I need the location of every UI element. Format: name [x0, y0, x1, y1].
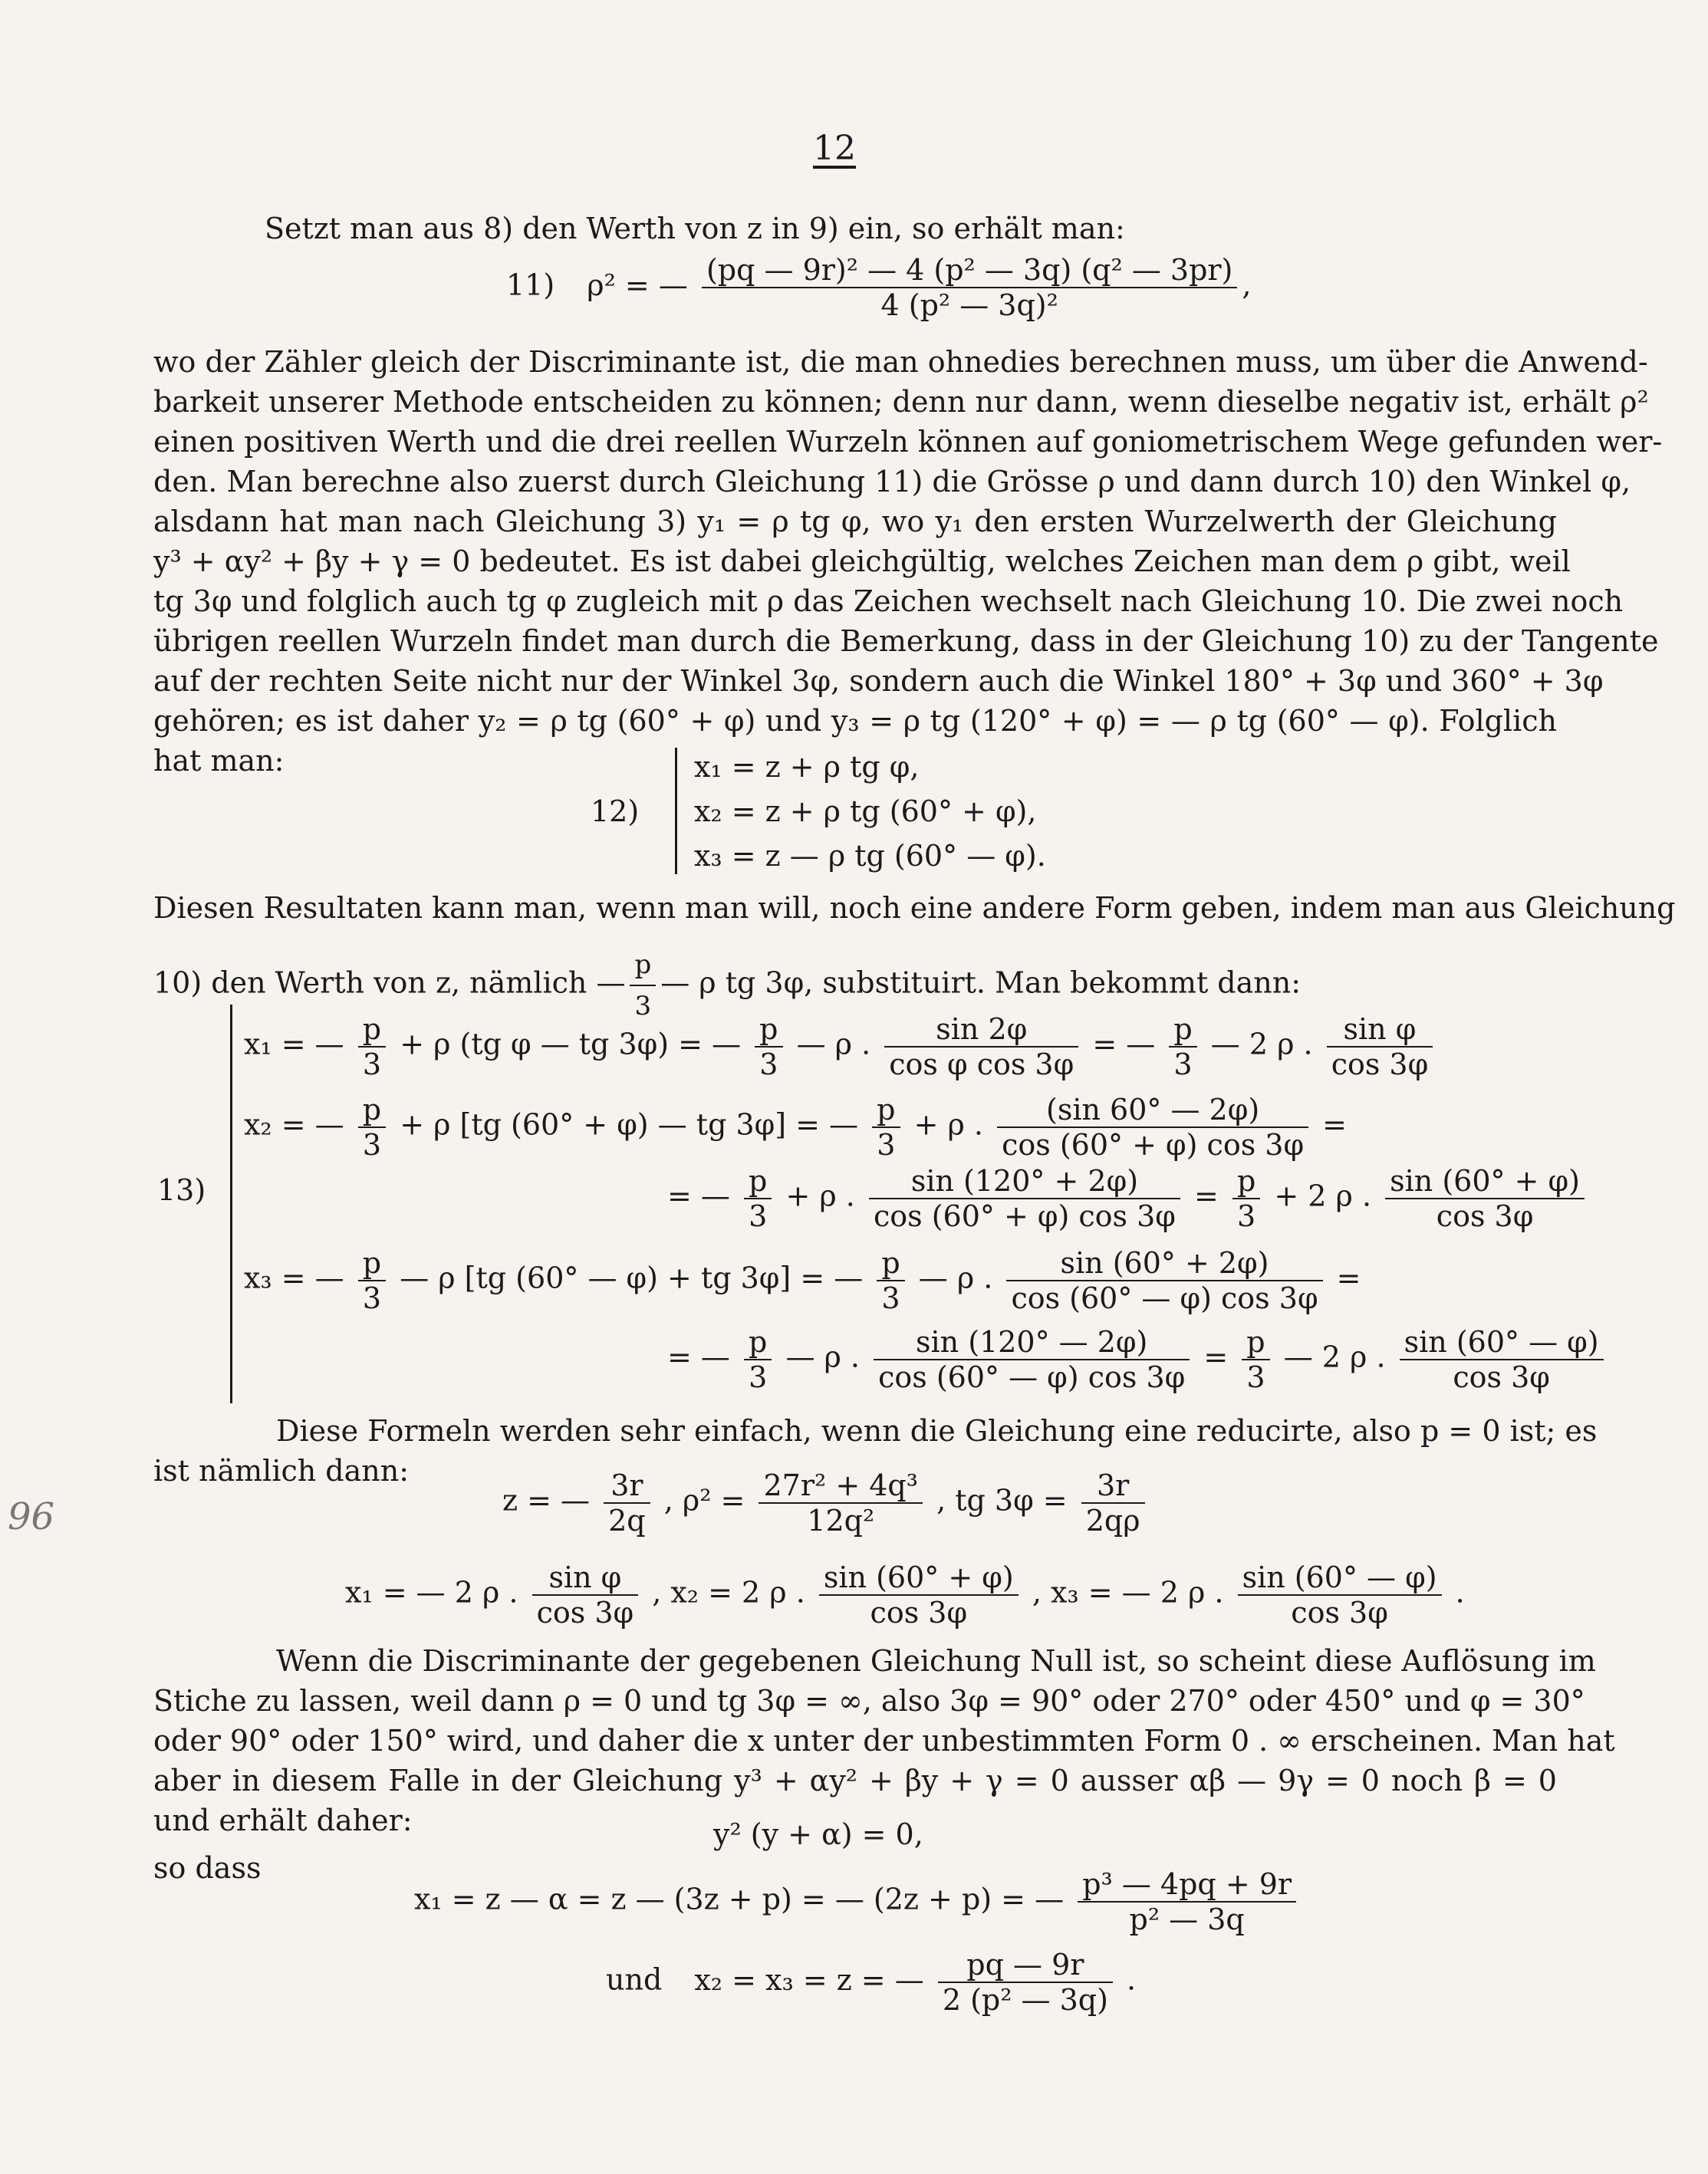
math-text: + ρ . [913, 1107, 984, 1142]
brace [230, 1005, 232, 1403]
equation-12-line: x₂ = z + ρ tg (60° + φ), [694, 794, 1037, 828]
fraction-denominator: 3 [362, 1048, 382, 1081]
fraction [938, 1948, 1113, 2017]
fraction-numerator: (sin 60° — 2φ) [997, 1093, 1308, 1128]
math-text: + ρ [tg (60° + φ) — tg 3φ] = — [400, 1107, 859, 1142]
fraction [1081, 1469, 1145, 1538]
fraction [1169, 1012, 1196, 1081]
math-text: x₂ = — [244, 1107, 344, 1142]
math-text: + 2 ρ . [1274, 1179, 1372, 1213]
fraction-denominator: cos 3φ [1331, 1048, 1429, 1081]
fraction-numerator: p³ — 4pq + 9r [1078, 1867, 1296, 1903]
fraction [358, 1012, 386, 1081]
fraction [1238, 1561, 1442, 1630]
math-text: , x₂ = 2 ρ . [652, 1575, 805, 1610]
fraction [744, 1164, 772, 1233]
fraction-denominator: 3 [749, 1199, 768, 1233]
paragraph-line: y³ + αy² + βy + γ = 0 bedeutet. Es ist dabei gleichgültig, welches Zeichen man dem ρ gibt, weil [153, 544, 1571, 578]
fraction-numerator: sin (60° + 2φ) [1006, 1246, 1322, 1281]
equation-13-x2 [244, 1093, 1347, 1162]
math-text: — ρ [tg (60° — φ) + tg 3φ] = — [400, 1261, 864, 1295]
equation-13-x2-continued [667, 1164, 1589, 1233]
fraction-denominator: 3 [877, 1128, 896, 1162]
fraction [1242, 1325, 1269, 1394]
final-x1 [414, 1867, 1301, 1936]
fraction-numerator: sin (120° — 2φ) [874, 1325, 1190, 1360]
fraction-numerator: p [755, 1012, 782, 1048]
fraction-denominator: cos (60° + φ) cos 3φ [873, 1199, 1176, 1233]
fraction [1006, 1246, 1322, 1315]
equation-12-line: x₁ = z + ρ tg φ, [694, 750, 920, 784]
fraction-numerator: sin (120° + 2φ) [869, 1164, 1180, 1199]
reduced-roots [345, 1561, 1465, 1630]
equation-13-x3-continued [667, 1325, 1608, 1394]
reduced-equations [502, 1469, 1150, 1538]
fraction-numerator: sin (60° + φ) [1385, 1164, 1585, 1199]
fraction-denominator: 3 [362, 1128, 382, 1162]
fraction [884, 1012, 1078, 1081]
fraction-denominator: cos 3φ [536, 1596, 634, 1630]
fraction-numerator: sin (60° + φ) [819, 1561, 1019, 1596]
fraction [1385, 1164, 1585, 1233]
math-text: = — [667, 1340, 730, 1374]
paragraph-line: ist nämlich dann: [153, 1454, 410, 1488]
math-text: , tg 3φ = [936, 1483, 1068, 1518]
fraction-numerator: p [877, 1246, 904, 1281]
fraction-numerator: sin φ [1327, 1012, 1433, 1048]
math-text: — ρ . [918, 1261, 993, 1295]
paragraph-line: auf der rechten Seite nicht nur der Winkel 3φ, sondern auch die Winkel 180° + 3φ und 360° + 3φ [153, 664, 1604, 698]
fraction-numerator: (pq — 9r)² — 4 (p² — 3q) (q² — 3pr) [702, 253, 1237, 288]
fraction-numerator: p [1169, 1012, 1196, 1048]
fraction [358, 1093, 386, 1162]
fraction [755, 1012, 782, 1081]
equation-lhs: ρ² = — [587, 268, 688, 302]
fraction-numerator: sin 2φ [884, 1012, 1078, 1048]
fraction-numerator: pq — 9r [938, 1948, 1113, 1983]
fraction-denominator: 3 [759, 1048, 778, 1081]
paragraph-line: so dass [153, 1851, 262, 1885]
paragraph-line: tg 3φ und folglich auch tg φ zugleich mit ρ das Zeichen wechselt nach Gleichung 10. Die zwei noch [153, 584, 1624, 618]
paragraph-line: einen positiven Werth und die drei reellen Wurzeln können auf goniometrischem Wege gefunden wer- [153, 425, 1663, 459]
fraction [532, 1561, 639, 1630]
fraction-denominator: 3 [881, 1281, 900, 1315]
fraction-denominator: 3 [1237, 1199, 1256, 1233]
fraction-numerator: p [358, 1093, 386, 1128]
fraction [869, 1164, 1180, 1233]
paragraph-line: gehören; es ist daher y₂ = ρ tg (60° + φ) und y₃ = ρ tg (120° + φ) = — ρ tg (60° — φ). Folglich [153, 704, 1557, 738]
fraction-denominator: 2qρ [1085, 1504, 1140, 1538]
fraction [877, 1246, 904, 1315]
equation-label: 11) [506, 268, 555, 302]
fraction-denominator: p² — 3q [1129, 1903, 1245, 1936]
fraction-denominator: cos 3φ [1436, 1199, 1534, 1233]
fraction [702, 253, 1237, 322]
fraction-denominator: 3 [1173, 1048, 1193, 1081]
fraction-denominator: cos 3φ [870, 1596, 968, 1630]
fraction-denominator: cos 3φ [1453, 1360, 1550, 1394]
fraction-denominator: 3 [362, 1281, 382, 1315]
fraction-numerator: p [1232, 1164, 1260, 1199]
math-text: x₁ = — 2 ρ . [345, 1575, 518, 1610]
math-text: = [1336, 1261, 1361, 1295]
math-text: = — [667, 1179, 730, 1213]
fraction-numerator: sin φ [532, 1561, 639, 1596]
fraction-numerator: p [744, 1164, 772, 1199]
paragraph-line: den. Man berechne also zuerst durch Gleichung 11) die Grösse ρ und dann durch 10) den Winkel φ, [153, 465, 1631, 498]
fraction-numerator: 3r [604, 1469, 650, 1504]
fraction-denominator: 2 (p² — 3q) [942, 1983, 1108, 2017]
math-text: . [1455, 1575, 1465, 1610]
equation-13-x3 [244, 1246, 1361, 1315]
math-text: = [1322, 1107, 1347, 1142]
fraction-denominator: cos (60° — φ) cos 3φ [1011, 1281, 1318, 1315]
fraction-denominator: cos 3φ [1291, 1596, 1388, 1630]
paragraph-line: barkeit unserer Methode entscheiden zu können; denn nur dann, wenn dieselbe negativ ist, erhält ρ² [153, 385, 1649, 419]
fraction-numerator: sin (60° — φ) [1400, 1325, 1604, 1360]
fraction-numerator: 3r [1081, 1469, 1145, 1504]
paragraph-line: alsdann hat man nach Gleichung 3) y₁ = ρ tg φ, wo y₁ den ersten Wurzelwerth der Gleichung [153, 505, 1557, 538]
fraction-numerator: p [744, 1325, 772, 1360]
paragraph-line: Diese Formeln werden sehr einfach, wenn die Gleichung eine reducirte, also p = 0 ist; es [276, 1414, 1598, 1448]
math-text: + ρ . [785, 1179, 855, 1213]
math-text: — 2 ρ . [1210, 1027, 1313, 1061]
fraction-numerator: p [872, 1093, 900, 1128]
math-text: + ρ (tg φ — tg 3φ) = — [400, 1027, 742, 1061]
fraction [1400, 1325, 1604, 1394]
fraction-denominator: 3 [1246, 1360, 1265, 1394]
fraction-numerator: p [358, 1246, 386, 1281]
math-text: x₁ = z — α = z — (3z + p) = — (2z + p) = — [414, 1882, 1065, 1916]
text-span: 10) den Werth von z, nämlich — [153, 965, 626, 1000]
fraction [819, 1561, 1019, 1630]
fraction-numerator: p [630, 945, 656, 986]
math-text: , x₃ = — 2 ρ . [1032, 1575, 1224, 1610]
paragraph-line: und erhält daher: [153, 1804, 413, 1837]
fraction [997, 1093, 1308, 1162]
math-text: z = — [502, 1483, 591, 1518]
math-text: — ρ . [796, 1027, 871, 1061]
fraction [874, 1325, 1190, 1394]
fraction [744, 1325, 772, 1394]
fraction [759, 1469, 923, 1538]
fraction-denominator: 3 [749, 1360, 768, 1394]
paragraph-line: wo der Zähler gleich der Discriminante ist, die man ohnedies berechnen muss, um über die Anwend- [153, 345, 1648, 379]
fraction-denominator: cos (60° + φ) cos 3φ [1002, 1128, 1305, 1162]
fraction-denominator: 4 (p² — 3q)² [880, 288, 1058, 322]
math-text: . [1127, 1962, 1137, 1997]
fraction-denominator: 2q [608, 1504, 646, 1538]
text-span: — ρ tg 3φ, substituirt. Man bekommt dann: [660, 965, 1302, 1000]
math-text: , ρ² = [663, 1483, 745, 1518]
paragraph-line: Setzt man aus 8) den Werth von z in 9) ein, so erhält man: [265, 212, 1125, 245]
fraction [604, 1469, 650, 1538]
math-text: x₁ = — [244, 1027, 344, 1061]
double-root-equation: y² (y + α) = 0, [713, 1817, 923, 1851]
paragraph-line: hat man: [153, 744, 285, 778]
math-text: x₂ = x₃ = z = — [694, 1962, 924, 1997]
math-text: = [1194, 1179, 1219, 1213]
brace [675, 748, 677, 874]
equation-11: 11) ρ² = — $\frac{\text{(pq — 9r)² — 4 (p² — 3q) (q² — 3pr)}}{\text{4 (p² — 3q)²}}$ , [506, 253, 1252, 322]
final-x2-x3 [606, 1948, 1136, 2017]
equation-label: 13) [157, 1173, 206, 1207]
fraction-denominator: cos (60° — φ) cos 3φ [878, 1360, 1186, 1394]
math-text: x₃ = — [244, 1261, 344, 1295]
page-number: 12 [813, 129, 856, 168]
fraction-numerator: p [1242, 1325, 1269, 1360]
math-text: und [606, 1962, 663, 1997]
fraction-numerator: p [358, 1012, 386, 1048]
fraction [1078, 1867, 1296, 1936]
fraction-numerator: 27r² + 4q³ [759, 1469, 923, 1504]
fraction [872, 1093, 900, 1162]
fraction-numerator: sin (60° — φ) [1238, 1561, 1442, 1596]
paragraph-line: Diesen Resultaten kann man, wenn man will, noch eine andere Form geben, indem man aus Gleichung [153, 891, 1676, 925]
paragraph-line: oder 90° oder 150° wird, und daher die x unter der unbestimmten Form 0 . ∞ erscheinen. Man hat [153, 1724, 1615, 1758]
fraction [1327, 1012, 1433, 1081]
fraction-denominator: 3 [634, 991, 652, 1021]
fraction-denominator: 12q² [807, 1504, 875, 1538]
equation-12-line: x₃ = z — ρ tg (60° — φ). [694, 839, 1046, 873]
fraction [358, 1246, 386, 1315]
math-text: = — [1092, 1027, 1156, 1061]
fraction-denominator: cos φ cos 3φ [889, 1048, 1074, 1081]
margin-annotation: 96 [8, 1495, 55, 1538]
paragraph-line: Stiche zu lassen, weil dann ρ = 0 und tg 3φ = ∞, also 3φ = 90° oder 270° oder 450° und φ = 30° [153, 1684, 1585, 1718]
paragraph-line: übrigen reellen Wurzeln findet man durch die Bemerkung, dass in der Gleichung 10) zu der Tangente [153, 624, 1659, 658]
math-text: = [1203, 1340, 1229, 1374]
math-text: — 2 ρ . [1283, 1340, 1386, 1374]
equation-13-x1 [244, 1012, 1437, 1081]
paragraph-line: aber in diesem Falle in der Gleichung y³ + αy² + βy + γ = 0 ausser αβ — 9γ = 0 noch β = 0 [153, 1764, 1557, 1797]
equation-label: 12) [591, 794, 640, 828]
fraction [1232, 1164, 1260, 1233]
paragraph-line: Wenn die Discriminante der gegebenen Gleichung Null ist, so scheint diese Auflösung im [276, 1644, 1596, 1678]
math-text: — ρ . [785, 1340, 861, 1374]
